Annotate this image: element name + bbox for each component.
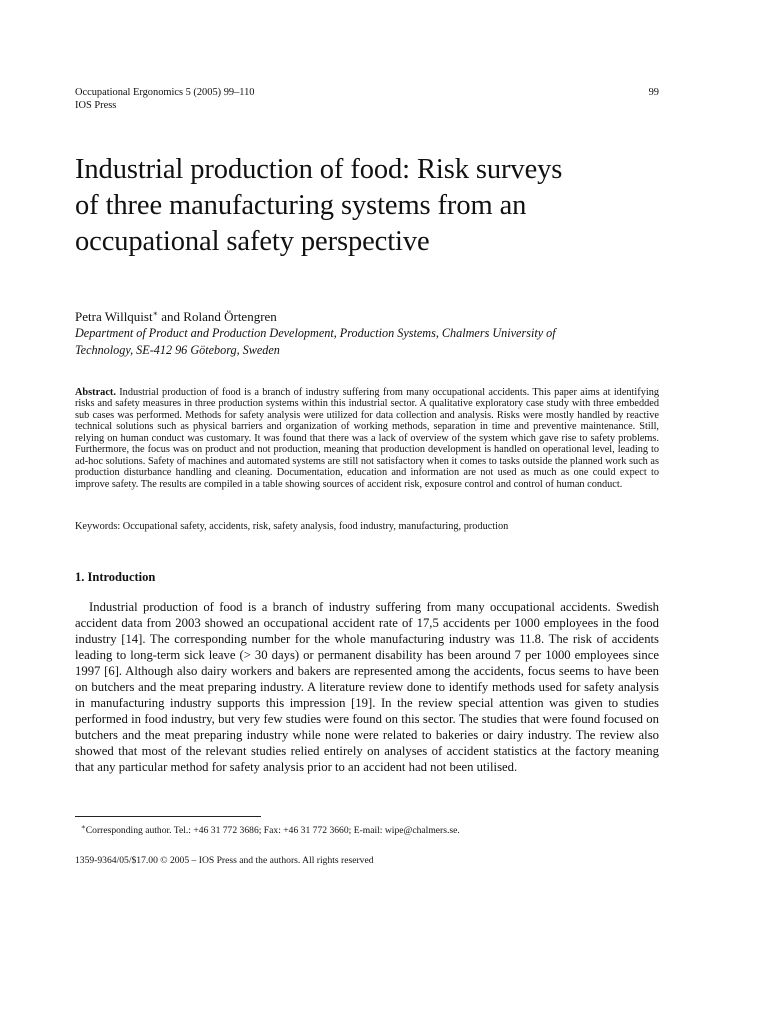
affiliation-line: Department of Product and Production Development, Production Systems, Chalmers University of — [75, 326, 556, 340]
copyright-notice: 1359-9364/05/$17.00 © 2005 – IOS Press and the authors. All rights reserved — [75, 855, 374, 866]
section-heading: 1. Introduction — [75, 570, 156, 584]
publisher-name: IOS Press — [75, 100, 117, 111]
footnote-text: Corresponding author. Tel.: +46 31 772 3686; Fax: +46 31 772 3660; E-mail: wipe@chalmers.se. — [85, 825, 460, 836]
abstract — [75, 387, 659, 490]
footnote-marker: ∗ — [81, 823, 86, 831]
title-line: of three manufacturing systems from an — [75, 190, 527, 221]
affiliation-line: Technology, SE-412 96 Göteborg, Sweden — [75, 343, 280, 357]
paper-title — [75, 152, 659, 260]
journal-citation: Occupational Ergonomics 5 (2005) 99–110 — [75, 87, 255, 98]
title-line: Industrial production of food: Risk surveys — [75, 154, 563, 185]
footnote — [81, 821, 460, 837]
author-rest: and Roland Örtengren — [158, 309, 277, 324]
abstract-label: Abstract. — [75, 387, 116, 398]
keywords: Keywords: Occupational safety, accidents, risk, safety analysis, food industry, manufacturing, production — [75, 521, 509, 532]
author-list — [75, 306, 277, 325]
introduction-paragraph: Industrial production of food is a branch of industry suffering from many occupational accidents. Swedish accident data from 2003 showed an occupational accident rate of 17,5 accidents per 1000 employees in the food industry [14]. The corresponding number for the whole manufacturing industry was 11.8. The risk of accidents leading to long-term sick leave (> 30 days) or permanent disability has been around 7 per 1000 employees since 1997 [6]. Although also dairy workers and bakers are represented among the accidents, focus seems to have been on butchers and the meat preparing industry. A literature review done to identify methods used for safety analysis in manufacturing industry supports this impression [19]. In the review special attention was given to studies performed in food industry, but very few studies were found on this sector. The studies that were found focused on butchers and the meat preparing industry while none were related to bakeries or dairy industry. The review also showed that most of the relevant studies relied entirely on analyses of accident statistics at the factory meaning that any particular method for safety analysis prior to an accident had not been utilised. — [75, 600, 659, 775]
corresponding-author-marker: ∗ — [152, 309, 159, 318]
paper-page — [75, 0, 659, 1024]
author-first: Petra Willquist — [75, 309, 153, 324]
abstract-text: Industrial production of food is a branch of industry suffering from many occupational accidents. This paper aims at identifying risks and safety measures in three production systems within this industrial sector. A qualitative exploratory case study with three embedded sub cases was performed. Methods for safety analysis were utilized for data collection and analysis. Risks were mostly handled by reactive technical solutions such as physical barriers and organization of working methods, separation in time and preventive maintenance. Still, relying on human conduct was customary. It was found that there was a lack of overview of the system which gave rise to safety problems. Furthermore, the focus was on product and not production, meaning that production development is handled on operational level, leading to ad-hoc solutions. Safety of machines and automated systems are still not satisfactory when it comes to tasks outside the planned work such as production disturbance handling and cleaning. Documentation, education and information are not used as much as one could expect to improve safety. The results are compiled in a table showing sources of accident risk, exposure control and control of human conduct. — [75, 387, 659, 490]
title-line: occupational safety perspective — [75, 226, 430, 257]
footnote-divider — [75, 816, 261, 817]
author-affiliation — [75, 325, 659, 359]
running-header — [75, 86, 659, 112]
page-number: 99 — [648, 87, 659, 98]
